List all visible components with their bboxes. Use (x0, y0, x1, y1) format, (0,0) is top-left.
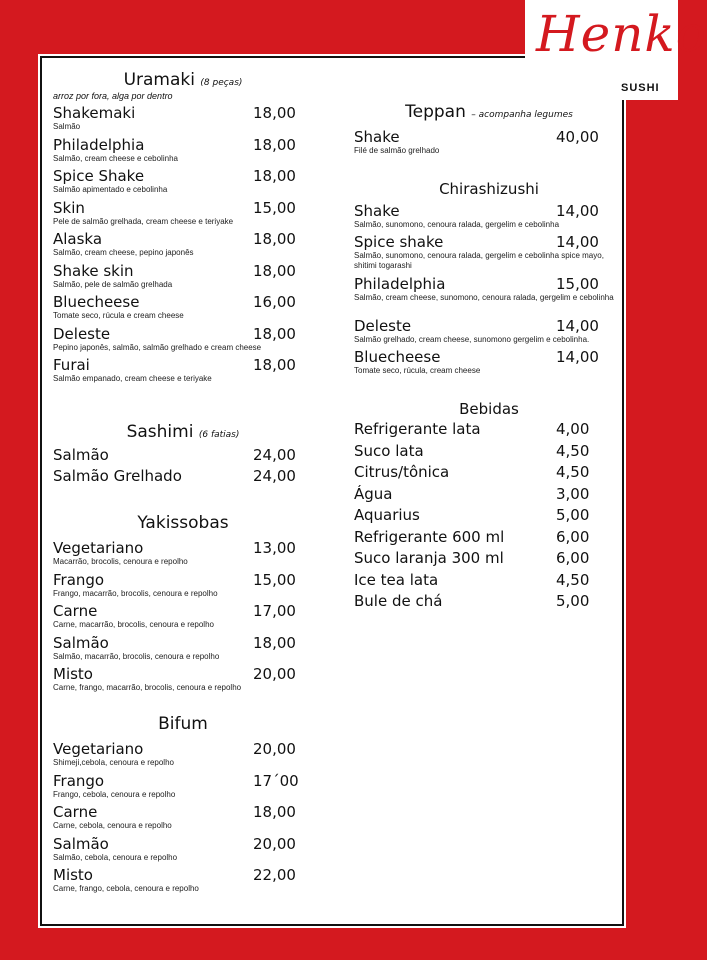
item-name: Citrus/tônica (354, 463, 450, 481)
item-description: Tomate seco, rúcula e cream cheese (53, 311, 184, 320)
item-name: Skin (53, 198, 85, 217)
menu-item (354, 233, 624, 275)
section-bebidas (354, 400, 624, 614)
item-description: Salmão grelhado, cream cheese, sunomono gergelim e cebolinha. (354, 335, 590, 344)
item-name: Refrigerante lata (354, 420, 481, 438)
menu-item (53, 325, 313, 357)
item-price: 17´00 (253, 771, 299, 790)
item-name: Philadelphia (53, 135, 145, 154)
section-chirashizushi (354, 180, 624, 379)
menu-item (53, 104, 313, 136)
item-name: Vegetariano (53, 740, 144, 758)
item-name: Furai (53, 356, 90, 374)
item-name: Suco lata (354, 441, 424, 460)
item-name: Bule de chá (354, 592, 443, 610)
item-name: Água (354, 484, 393, 503)
section-title: Bifum (158, 714, 208, 734)
item-description: Salmão, sunomono, cenoura ralada, gergelim e cebolinha spice mayo, shitimi togarashi (354, 251, 604, 270)
section-title: Yakissobas (137, 513, 229, 533)
item-name: Salmão (53, 446, 109, 464)
item-price: 4,50 (556, 441, 590, 460)
item-price: 3,00 (556, 484, 590, 503)
menu-item (354, 528, 624, 550)
section-title: Teppan – acompanha legumes (405, 102, 573, 122)
menu-item (53, 835, 313, 867)
menu-item (53, 136, 313, 168)
item-description: Salmão (53, 122, 81, 131)
menu-item (354, 348, 624, 379)
menu-item (53, 665, 313, 697)
menu-item (53, 539, 313, 571)
menu-item (354, 592, 624, 614)
item-name: Bluecheese (53, 293, 140, 311)
menu-item (53, 571, 313, 603)
menu-item (53, 356, 313, 388)
item-price: 16,00 (253, 293, 296, 311)
item-name: Aquarius (354, 506, 420, 524)
item-description: Salmão apimentado e cebolinha (53, 185, 168, 194)
item-price: 13,00 (253, 539, 296, 557)
item-price: 24,00 (253, 467, 296, 485)
menu-item (354, 485, 624, 507)
item-price: 20,00 (253, 740, 296, 758)
brand-subtitle: SUSHI (621, 82, 660, 94)
menu-item (354, 420, 624, 442)
menu-item (53, 167, 313, 199)
section-title: Bebidas (459, 400, 519, 418)
item-price: 18,00 (253, 633, 296, 652)
item-price: 6,00 (556, 549, 590, 567)
item-price: 17,00 (253, 602, 296, 620)
item-name: Salmão Grelhado (53, 467, 182, 485)
item-price: 15,00 (253, 198, 296, 217)
menu-item (354, 463, 624, 485)
item-price: 18,00 (253, 230, 296, 248)
menu-item (354, 571, 624, 593)
item-name: Deleste (53, 324, 111, 343)
item-name: Vegetariano (53, 539, 144, 557)
menu-item (53, 772, 313, 804)
item-description: Salmão, cream cheese e cebolinha (53, 153, 178, 163)
item-name: Spice shake (354, 233, 444, 251)
item-name: Shake (354, 128, 400, 146)
item-description: Carne, cebola, cenoura e repolho (53, 821, 172, 830)
item-description: Macarrão, brocolis, cenoura e repolho (53, 557, 188, 566)
item-description: Carne, frango, cebola, cenoura e repolho (53, 884, 199, 893)
item-description: Salmão, macarrão, brocolis, cenoura e repolho (53, 651, 220, 661)
menu-item (354, 506, 624, 528)
item-name: Shake (354, 202, 400, 220)
section-title: Sashimi (6 fatias) (126, 422, 240, 442)
item-price: 18,00 (253, 324, 296, 343)
menu-item (53, 602, 313, 634)
item-price: 5,00 (556, 592, 590, 610)
section-title: Chirashizushi (439, 180, 539, 198)
item-price: 4,50 (556, 463, 590, 481)
section-sashimi (53, 422, 313, 488)
item-name: Shake skin (53, 261, 134, 280)
item-price: 14,00 (556, 317, 599, 335)
section-subtitle: arroz por fora, alga por dentro (53, 91, 173, 101)
menu-item (354, 317, 624, 348)
item-price: 18,00 (253, 261, 296, 280)
item-description: Carne, frango, macarrão, brocolis, cenoura e repolho (53, 683, 242, 692)
item-price: 22,00 (253, 866, 296, 884)
item-price: 40,00 (556, 128, 599, 146)
item-description: Salmão empanado, cream cheese e teriyake (53, 374, 212, 383)
item-name: Deleste (354, 317, 412, 335)
item-name: Ice tea lata (354, 570, 439, 589)
menu-item (53, 634, 313, 666)
item-description: Pepino japonês, salmão, salmão grelhado e cream cheese (53, 342, 262, 352)
item-description: Salmão, cream cheese, pepino japonês (53, 248, 194, 257)
item-name: Frango (53, 771, 105, 790)
item-name: Suco laranja 300 ml (354, 549, 504, 567)
item-name: Misto (53, 665, 93, 683)
item-price: 18,00 (253, 167, 296, 185)
section-uramaki (53, 70, 313, 388)
item-price: 15,00 (253, 570, 296, 589)
item-price: 6,00 (556, 527, 590, 546)
item-name: Misto (53, 866, 93, 884)
item-name: Spice Shake (53, 167, 145, 185)
menu-item (53, 803, 313, 835)
item-price: 15,00 (556, 275, 599, 293)
item-description: Salmão, sunomono, cenoura ralada, gergelim e cebolinha (354, 220, 560, 229)
item-description: Pele de salmão grelhada, cream cheese e teriyake (53, 216, 234, 226)
section-teppan (354, 102, 624, 159)
menu-item (53, 262, 313, 294)
item-name: Salmão (53, 633, 109, 652)
item-price: 24,00 (253, 446, 296, 464)
item-description: Tomate seco, rúcula, cream cheese (354, 366, 481, 375)
item-price: 14,00 (556, 348, 599, 366)
section-yakissobas (53, 513, 313, 697)
section-title: Uramaki (8 peças) (123, 70, 243, 90)
item-name: Shakemaki (53, 104, 136, 122)
item-price: 5,00 (556, 506, 590, 524)
item-description: Frango, cebola, cenoura e repolho (53, 789, 176, 799)
item-description: Salmão, pele de salmão grelhada (53, 279, 173, 289)
item-price: 14,00 (556, 202, 599, 220)
item-price: 18,00 (253, 104, 296, 122)
item-price: 18,00 (253, 803, 296, 821)
item-price: 18,00 (253, 135, 296, 154)
menu-item (53, 740, 313, 772)
item-name: Carne (53, 803, 98, 821)
item-description: Filé de salmão grelhado (354, 146, 440, 155)
menu-item (53, 467, 313, 488)
menu-item (354, 202, 624, 233)
item-name: Frango (53, 570, 105, 589)
menu-item (53, 230, 313, 262)
item-description: Salmão, cream cheese, sunomono, cenoura ralada, gergelim e cebolinha (354, 293, 614, 302)
item-description: Shimeji,cebola, cenoura e repolho (53, 758, 174, 767)
item-description: Carne, macarrão, brocolis, cenoura e repolho (53, 620, 214, 629)
menu-item (53, 446, 313, 467)
item-price: 4,50 (556, 570, 590, 589)
brand-logo: Henko (536, 5, 707, 63)
menu-item (53, 199, 313, 231)
item-price: 14,00 (556, 233, 599, 251)
item-price: 20,00 (253, 834, 296, 853)
menu-item (354, 128, 624, 159)
item-name: Salmão (53, 834, 109, 853)
section-bifum (53, 714, 313, 898)
item-name: Philadelphia (354, 275, 446, 293)
item-name: Refrigerante 600 ml (354, 527, 505, 546)
item-price: 20,00 (253, 665, 296, 683)
menu-item (354, 442, 624, 464)
item-description: Salmão, cebola, cenoura e repolho (53, 852, 178, 862)
item-price: 18,00 (253, 356, 296, 374)
item-name: Carne (53, 602, 98, 620)
menu-item (354, 275, 624, 317)
item-name: Bluecheese (354, 348, 441, 366)
item-name: Alaska (53, 230, 103, 248)
menu-item (53, 866, 313, 898)
menu-item (354, 549, 624, 571)
menu-item (53, 293, 313, 325)
item-description: Frango, macarrão, brocolis, cenoura e repolho (53, 588, 218, 598)
item-price: 4,00 (556, 420, 590, 438)
